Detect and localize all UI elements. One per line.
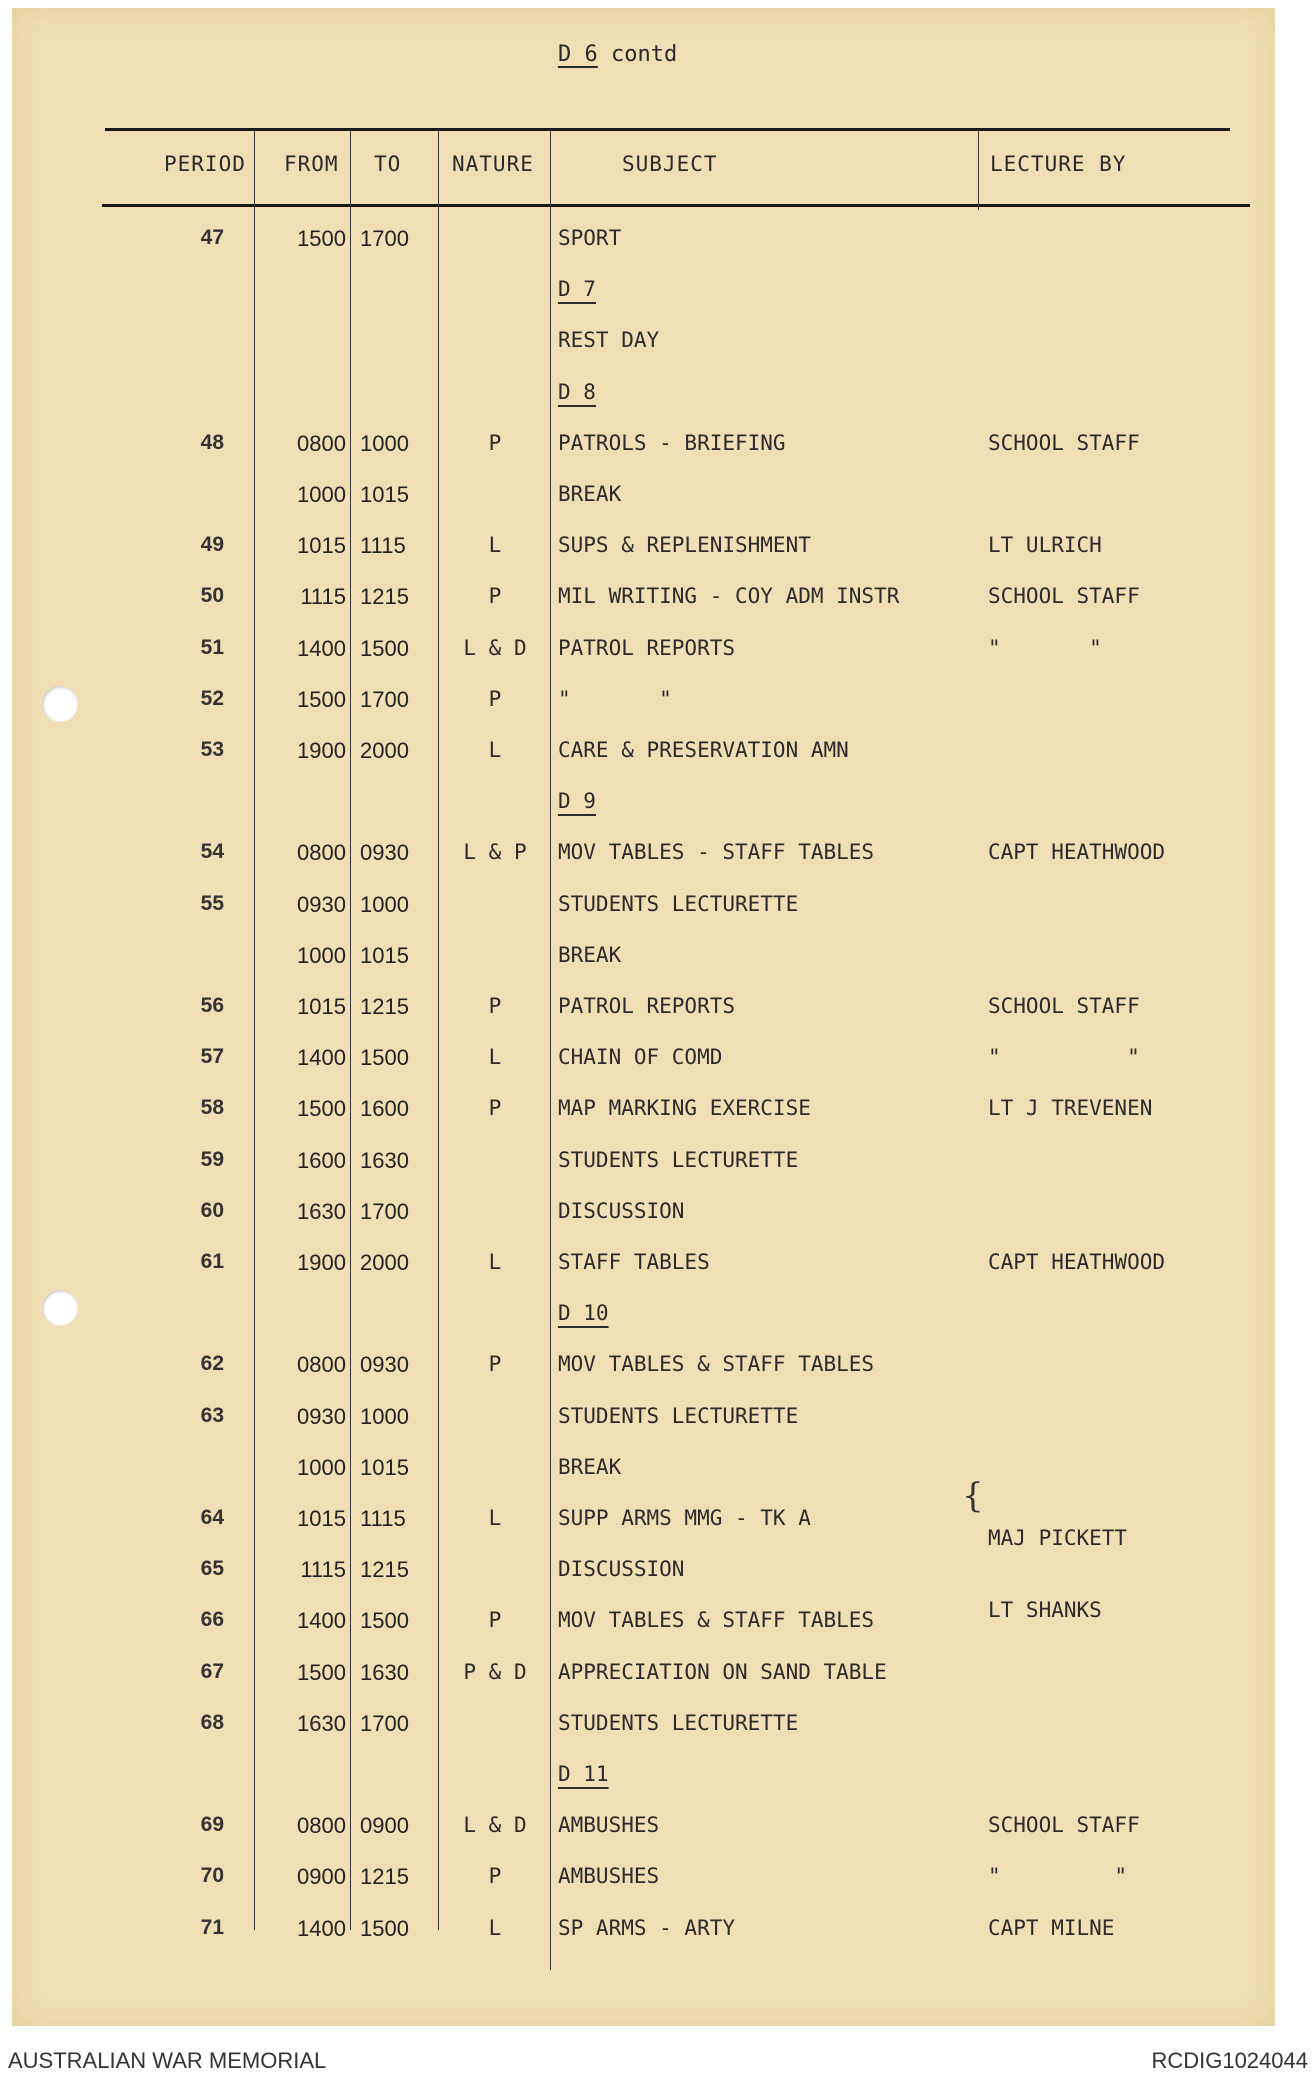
- table-row: [0, 470, 1316, 521]
- day-marker-row: [0, 1289, 1316, 1340]
- cell-period: 60: [200, 1198, 224, 1222]
- cell-period: 54: [200, 840, 224, 864]
- cell-nature: L: [488, 533, 502, 558]
- cell-period: 50: [200, 584, 224, 608]
- header-to: TO: [374, 152, 402, 176]
- cell-nature: P: [488, 1096, 502, 1121]
- cell-nature: P: [488, 584, 502, 609]
- cell-to: 1015: [360, 482, 409, 507]
- cell-from: 1600: [297, 1147, 346, 1173]
- cell-to: 1500: [360, 635, 409, 661]
- footer-archive: AUSTRALIAN WAR MEMORIAL: [8, 2048, 327, 2073]
- cell-to: 1215: [360, 1864, 409, 1890]
- cell-lecture-by: LT J TREVENEN: [988, 1096, 1153, 1121]
- cell-nature: P: [488, 994, 502, 1018]
- cell-subject: D 8: [558, 379, 596, 404]
- cell-nature: L: [488, 1250, 502, 1274]
- table-row: [0, 675, 1316, 726]
- cell-to: 1500: [360, 1608, 409, 1634]
- table-row: [0, 1392, 1316, 1443]
- table-row: [0, 982, 1316, 1033]
- cell-period: 57: [200, 1045, 224, 1069]
- cell-lecture-by: SCHOOL STAFF: [988, 430, 1140, 455]
- cell-from: 1630: [297, 1198, 346, 1224]
- cell-subject: BREAK: [558, 482, 622, 506]
- footer-item-id: RCDIG1024044: [1151, 2048, 1308, 2073]
- cell-from: 1115: [300, 584, 346, 610]
- cell-lecture-by: SCHOOL STAFF: [988, 994, 1140, 1018]
- cell-period: 67: [200, 1659, 224, 1683]
- table-row: [0, 1187, 1316, 1238]
- cell-from: 1400: [297, 1915, 346, 1941]
- cell-nature: L: [488, 1506, 502, 1530]
- cell-period: 62: [200, 1352, 224, 1376]
- cell-subject: D 7: [558, 277, 596, 302]
- cell-subject: STUDENTS LECTURETTE: [558, 1147, 799, 1172]
- cell-subject: " ": [558, 686, 672, 711]
- day-marker-row: [0, 368, 1316, 419]
- table-row: [0, 521, 1316, 572]
- cell-from: 1400: [297, 1608, 346, 1634]
- cell-subject: D 9: [558, 789, 596, 814]
- title-suffix: contd: [611, 42, 678, 67]
- cell-to: 1215: [360, 1557, 409, 1583]
- table-row: [0, 1648, 1316, 1699]
- cell-from: 1000: [297, 482, 346, 507]
- cell-period: 58: [200, 1096, 224, 1120]
- cell-period: 70: [200, 1864, 224, 1888]
- cell-lecture-by: SCHOOL STAFF: [988, 584, 1140, 609]
- cell-nature: P: [488, 1352, 502, 1377]
- cell-from: 1000: [297, 1454, 346, 1480]
- cell-subject: AMBUSHES: [558, 1864, 660, 1889]
- cell-to: 1000: [360, 891, 409, 917]
- cell-subject: STUDENTS LECTURETTE: [558, 891, 799, 916]
- cell-lecture-by: CAPT HEATHWOOD: [988, 1250, 1166, 1274]
- table-row: [0, 726, 1316, 777]
- cell-to: 1630: [360, 1147, 409, 1173]
- table-row: [0, 316, 1316, 367]
- table-row: [0, 828, 1316, 879]
- cell-subject: MOV TABLES & STAFF TABLES: [558, 1608, 875, 1633]
- cell-subject: CHAIN OF COMD: [558, 1045, 723, 1070]
- cell-from: 1115: [300, 1557, 346, 1583]
- table-row: [0, 1699, 1316, 1750]
- table-row: [0, 1084, 1316, 1135]
- cell-period: 66: [200, 1608, 224, 1632]
- cell-to: 2000: [360, 1250, 409, 1275]
- table-row: [0, 214, 1316, 265]
- cell-to: 1700: [360, 1198, 409, 1224]
- bracketed-lecturers: [988, 1478, 1127, 1646]
- cell-from: 1015: [297, 533, 346, 559]
- day-reference: D 6: [558, 42, 598, 67]
- cell-nature: P: [488, 686, 502, 711]
- cell-subject: APPRECIATION ON SAND TABLE: [558, 1659, 887, 1684]
- cell-subject: STAFF TABLES: [558, 1250, 710, 1274]
- day-marker-row: [0, 1750, 1316, 1801]
- cell-period: 52: [200, 686, 224, 710]
- cell-to: 1500: [360, 1915, 409, 1941]
- cell-lecture-by: CAPT MILNE: [988, 1915, 1115, 1940]
- cell-period: 59: [200, 1147, 224, 1171]
- cell-to: 1215: [360, 994, 409, 1019]
- cell-subject: MOV TABLES - STAFF TABLES: [558, 840, 875, 865]
- cell-subject: STUDENTS LECTURETTE: [558, 1710, 799, 1735]
- cell-subject: SUPP ARMS MMG - TK A: [558, 1506, 811, 1530]
- table-row: [0, 1904, 1316, 1955]
- header-subject: SUBJECT: [622, 152, 718, 176]
- cell-nature: L & D: [463, 635, 527, 660]
- cell-subject: PATROL REPORTS: [558, 635, 736, 660]
- cell-nature: P: [488, 430, 502, 455]
- cell-nature: P: [488, 1608, 502, 1633]
- cell-to: 2000: [360, 738, 409, 763]
- brace-icon: {: [962, 1476, 984, 1516]
- cell-lecture-by: LT ULRICH: [988, 533, 1102, 558]
- table-row: [0, 1801, 1316, 1852]
- cell-to: 1700: [360, 1710, 409, 1736]
- cell-subject: DISCUSSION: [558, 1557, 685, 1582]
- cell-subject: D 10: [558, 1301, 609, 1326]
- cell-from: 1400: [297, 1045, 346, 1071]
- cell-to: 1700: [360, 226, 409, 251]
- cell-lecture-by: " ": [988, 1864, 1128, 1889]
- lecturer-line-2: LT SHANKS: [988, 1598, 1102, 1622]
- header-lecture-by: LECTURE BY: [990, 152, 1127, 176]
- cell-subject: STUDENTS LECTURETTE: [558, 1403, 799, 1428]
- cell-nature: L & D: [463, 1813, 527, 1838]
- cell-period: 71: [200, 1915, 224, 1939]
- cell-subject: PATROLS - BRIEFING: [558, 430, 786, 455]
- table-row: [0, 1852, 1316, 1903]
- cell-to: 1630: [360, 1659, 409, 1685]
- cell-to: 1115: [360, 1506, 406, 1531]
- cell-nature: P: [488, 1864, 502, 1889]
- cell-period: 56: [200, 994, 224, 1017]
- cell-to: 0930: [360, 1352, 409, 1378]
- cell-to: 1700: [360, 686, 409, 712]
- day-marker-row: [0, 777, 1316, 828]
- table-row: [0, 931, 1316, 982]
- table-row: [0, 1238, 1316, 1289]
- cell-period: 55: [200, 891, 224, 915]
- cell-from: 1500: [297, 1659, 346, 1685]
- cell-from: 0900: [297, 1864, 346, 1890]
- cell-period: 69: [200, 1813, 224, 1837]
- table-row: [0, 1340, 1316, 1391]
- cell-subject: SPORT: [558, 226, 622, 250]
- table-row: [0, 419, 1316, 470]
- cell-from: 1015: [297, 994, 346, 1019]
- cell-subject: MAP MARKING EXERCISE: [558, 1096, 811, 1121]
- cell-to: 0900: [360, 1813, 409, 1839]
- cell-from: 0800: [297, 840, 346, 866]
- header-nature: NATURE: [452, 152, 534, 176]
- cell-period: 47: [200, 226, 224, 249]
- table-row: [0, 572, 1316, 623]
- cell-nature: L: [488, 1045, 502, 1070]
- lecturer-line-1: MAJ PICKETT: [988, 1526, 1128, 1550]
- cell-from: 0930: [297, 891, 346, 917]
- cell-subject: DISCUSSION: [558, 1198, 685, 1223]
- cell-from: 1015: [297, 1506, 346, 1531]
- cell-subject: REST DAY: [558, 328, 660, 353]
- cell-nature: P & D: [463, 1659, 527, 1684]
- cell-from: 0800: [297, 430, 346, 456]
- cell-subject: AMBUSHES: [558, 1813, 660, 1838]
- header-bottom-rule: [102, 204, 1250, 207]
- table-row: [0, 880, 1316, 931]
- table-row: [0, 624, 1316, 675]
- cell-from: 1900: [297, 1250, 346, 1275]
- cell-subject: CARE & PRESERVATION AMN: [558, 738, 849, 762]
- header-period: PERIOD: [164, 152, 246, 176]
- cell-period: 61: [200, 1250, 224, 1273]
- cell-from: 0800: [297, 1813, 346, 1839]
- cell-period: 65: [200, 1557, 224, 1581]
- cell-period: 63: [200, 1403, 224, 1427]
- cell-from: 1630: [297, 1710, 346, 1736]
- header-from: FROM: [284, 152, 339, 176]
- cell-from: 1500: [297, 686, 346, 712]
- cell-from: 0800: [297, 1352, 346, 1378]
- cell-from: 1400: [297, 635, 346, 661]
- cell-to: 1215: [360, 584, 409, 610]
- cell-to: 1015: [360, 942, 409, 968]
- cell-subject: D 11: [558, 1762, 609, 1786]
- cell-from: 1500: [297, 226, 346, 251]
- cell-period: 51: [200, 635, 224, 659]
- cell-to: 1115: [360, 533, 406, 559]
- cell-subject: BREAK: [558, 1454, 622, 1479]
- cell-nature: L & P: [463, 840, 527, 865]
- cell-lecture-by: CAPT HEATHWOOD: [988, 840, 1166, 865]
- cell-subject: MOV TABLES & STAFF TABLES: [558, 1352, 875, 1377]
- cell-period: 53: [200, 738, 224, 761]
- cell-subject: PATROL REPORTS: [558, 994, 736, 1018]
- column-divider-subject: [978, 130, 979, 210]
- cell-from: 1000: [297, 942, 346, 968]
- header-top-rule: [105, 128, 1230, 131]
- table-row: [0, 1136, 1316, 1187]
- cell-to: 1000: [360, 1403, 409, 1429]
- cell-subject: MIL WRITING - COY ADM INSTR: [558, 584, 900, 609]
- cell-subject: SP ARMS - ARTY: [558, 1915, 736, 1940]
- cell-to: 0930: [360, 840, 409, 866]
- cell-lecture-by: " ": [988, 635, 1102, 660]
- cell-from: 1900: [297, 738, 346, 763]
- cell-lecture-by: " ": [988, 1045, 1140, 1070]
- cell-to: 1500: [360, 1045, 409, 1071]
- cell-period: 48: [200, 430, 224, 454]
- cell-to: 1000: [360, 430, 409, 456]
- cell-to: 1015: [360, 1454, 409, 1480]
- cell-period: 49: [200, 533, 224, 557]
- cell-from: 1500: [297, 1096, 346, 1122]
- cell-lecture-by: SCHOOL STAFF: [988, 1813, 1140, 1838]
- cell-nature: L: [488, 738, 502, 762]
- cell-period: 64: [200, 1506, 224, 1529]
- cell-period: 68: [200, 1710, 224, 1734]
- day-marker-row: [0, 265, 1316, 316]
- cell-subject: SUPS & REPLENISHMENT: [558, 533, 811, 558]
- cell-subject: BREAK: [558, 942, 622, 967]
- cell-from: 0930: [297, 1403, 346, 1429]
- cell-to: 1600: [360, 1096, 409, 1122]
- cell-nature: L: [488, 1915, 502, 1940]
- page-title: [558, 42, 677, 67]
- table-row: [0, 1033, 1316, 1084]
